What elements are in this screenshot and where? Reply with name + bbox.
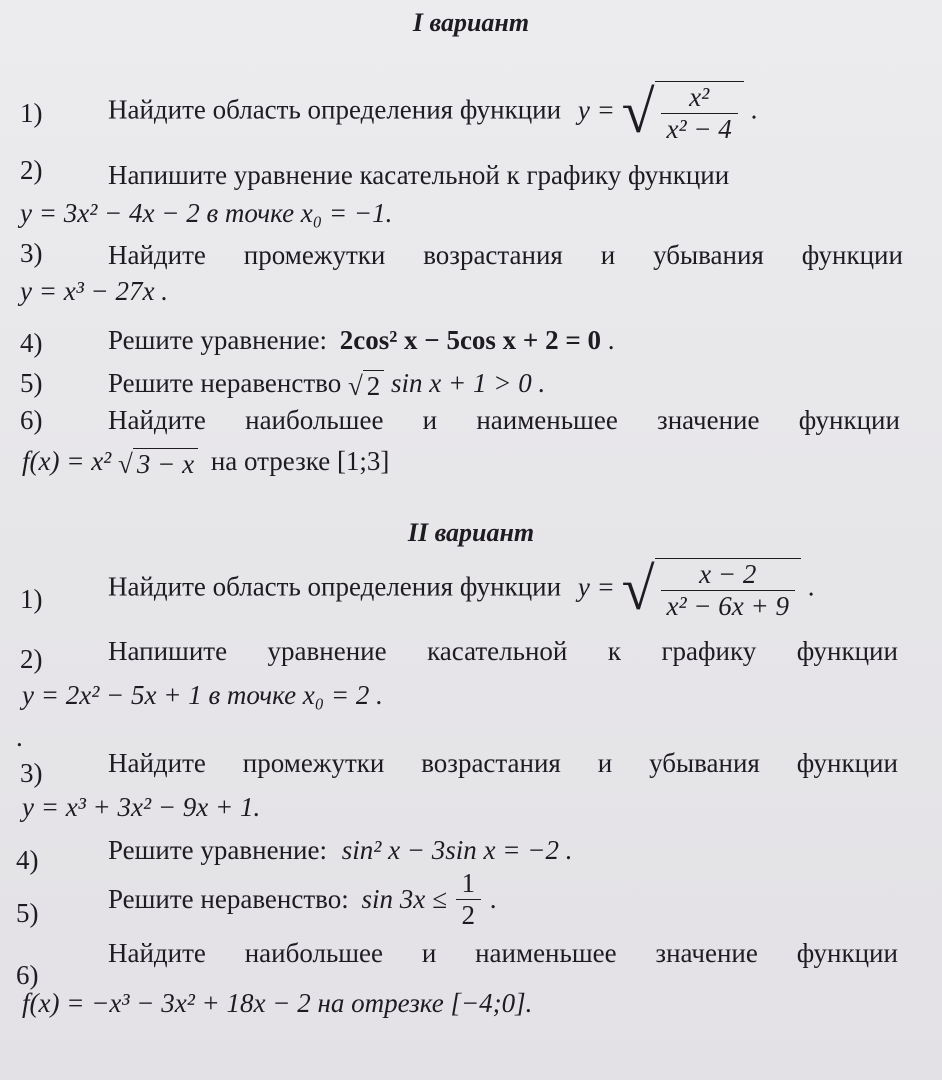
- v1-q5-eq: sin x + 1 > 0 .: [391, 368, 546, 398]
- v1-q1-number: 1): [20, 98, 43, 128]
- v2-q3-number: 3): [20, 758, 43, 788]
- v1-q5-text: Решите неравенство: [108, 368, 342, 398]
- v1-q2-text: Напишите уравнение касательной к графику функции: [108, 160, 730, 190]
- v2-q1-eq: y =: [577, 571, 615, 602]
- v2-q5-denominator: 2: [456, 899, 482, 931]
- v2-q1-text: Найдите область определения функции: [108, 571, 562, 602]
- v1-q6-sqrt: √ 3 − x: [118, 448, 198, 480]
- v2-q3-word: возрастания: [421, 748, 561, 778]
- v2-q5-eq: sin 3x ≤: [361, 884, 447, 914]
- v2-q1-numerator: x − 2: [699, 558, 757, 589]
- v2-q3-word: функции: [796, 748, 898, 778]
- v1-q3-words: [108, 240, 903, 271]
- v1-q1-numerator: x²: [689, 81, 710, 112]
- v2-q5-numerator: 1: [461, 868, 476, 898]
- v1-q6-number: 6): [20, 405, 43, 435]
- v1-q1: [108, 78, 757, 147]
- v1-q4-number: 4): [20, 328, 43, 358]
- v1-q3-word: и: [600, 240, 616, 270]
- v1-q6-word: наименьшее: [476, 405, 618, 435]
- v2-q4-text: Решите уравнение:: [108, 835, 327, 865]
- v2-q2-words: [108, 636, 898, 667]
- v2-q1-end: .: [807, 571, 815, 602]
- v2-q6-word: наименьшее: [475, 938, 617, 968]
- v1-q4-end: .: [607, 325, 615, 355]
- v2-q1-number: 1): [20, 584, 43, 614]
- v1-q5: [108, 368, 545, 402]
- v1-q4: [108, 325, 614, 356]
- v2-q4-eq: sin² x − 3sin x = −2 .: [341, 835, 573, 865]
- v2-q6-word: значение: [655, 938, 758, 968]
- v1-q3-word: промежутки: [243, 240, 386, 270]
- v2-q5-end: .: [489, 884, 497, 914]
- v1-q6-word: наибольшее: [245, 405, 384, 435]
- v2-q3-word: промежутки: [242, 748, 385, 778]
- v2-q1: [108, 555, 815, 624]
- v1-q6-pre: f(x) = x²: [22, 446, 112, 476]
- v1-q2-line2: y = 3x² − 4x − 2 в точке x₀ = −1.: [20, 198, 393, 228]
- v1-q1-denominator: x² − 4: [661, 113, 738, 145]
- v2-stray-dot: .: [16, 722, 23, 752]
- v2-q2-number: 2): [20, 644, 43, 674]
- v2-q4-number: 4): [16, 845, 39, 875]
- v1-q6-post: на отрезке [1;3]: [210, 446, 390, 476]
- v1-q2-number: 2): [20, 155, 43, 185]
- v2-q3-word: убывания: [649, 748, 760, 778]
- v2-q2-word: касательной: [427, 636, 568, 666]
- v2-q2-word: Напишите: [108, 636, 228, 666]
- v1-q5-sqrt: √ 2: [348, 370, 384, 402]
- v1-q1-sqrt: √ $\frac{\text{x²}}{\text{x² − 4}}$: [622, 78, 744, 147]
- v2-q2-word: графику: [661, 636, 757, 666]
- v1-q1-end: .: [750, 94, 758, 125]
- v1-q5-radicand: 2: [363, 370, 385, 402]
- v1-q3-line2: y = x³ − 27x .: [20, 276, 168, 306]
- v2-q1-fraction: [661, 559, 796, 622]
- v2-q2-word: функции: [796, 636, 898, 666]
- v2-q2-line2: y = 2x² − 5x + 1 в точке x₀ = 2 .: [22, 680, 383, 710]
- v2-q2-word: к: [607, 636, 621, 666]
- v2-q4: [108, 835, 572, 866]
- variant-2-title: II вариант: [407, 518, 535, 547]
- v2-q6-number: 6): [16, 960, 39, 990]
- v1-q6-word: Найдите: [108, 405, 206, 435]
- v2-q3-word: Найдите: [108, 748, 206, 778]
- v1-q3-number: 3): [20, 238, 43, 268]
- v1-q3-word: возрастания: [423, 240, 563, 270]
- v1-q4-eq: 2cos² x − 5cos x + 2 = 0: [339, 325, 601, 355]
- variant-1-title: I вариант: [412, 8, 530, 37]
- v2-q3-words: [108, 748, 898, 779]
- v2-q3-word: и: [597, 748, 613, 778]
- v1-q6-words: [108, 405, 900, 436]
- v1-q3-word: Найдите: [108, 240, 206, 270]
- v1-q1-fraction: [661, 82, 738, 145]
- v2-q2-word: уравнение: [267, 636, 387, 666]
- v1-q1-text: Найдите область определения функции: [108, 94, 562, 125]
- v1-q6-word: значение: [657, 405, 760, 435]
- v2-q6-word: функции: [796, 938, 898, 968]
- v1-q6-line2: [22, 446, 389, 480]
- v2-q6-words: [108, 938, 898, 969]
- v2-q5-text: Решите неравенство:: [108, 884, 349, 914]
- v2-q1-sqrt: √ $\frac{x - 2}{\text{x² − 6x + 9}}$: [622, 555, 801, 624]
- v1-q1-eq: y =: [577, 94, 615, 125]
- v2-q6-line2: f(x) = −x³ − 3x² + 18x − 2 на отрезке [−4;0].: [22, 988, 533, 1018]
- v1-q4-text: Решите уравнение:: [108, 325, 327, 355]
- v1-q5-number: 5): [20, 368, 43, 398]
- v1-q6-word: и: [422, 405, 438, 435]
- v2-q5-fraction: [456, 868, 482, 931]
- v1-q3-word: убывания: [653, 240, 764, 270]
- v2-q1-denominator: x² − 6x + 9: [661, 590, 796, 622]
- v2-q6-word: Найдите: [108, 938, 206, 968]
- v1-q6-word: функции: [798, 405, 900, 435]
- v2-q6-word: и: [421, 938, 437, 968]
- v2-q5: [108, 868, 497, 931]
- v1-q3-word: функции: [801, 240, 903, 270]
- v1-q6-radicand: 3 − x: [133, 448, 198, 480]
- v2-q3-line2: y = x³ + 3x² − 9x + 1.: [22, 792, 261, 822]
- v2-q6-word: наибольшее: [244, 938, 384, 968]
- v2-q5-number: 5): [16, 898, 39, 928]
